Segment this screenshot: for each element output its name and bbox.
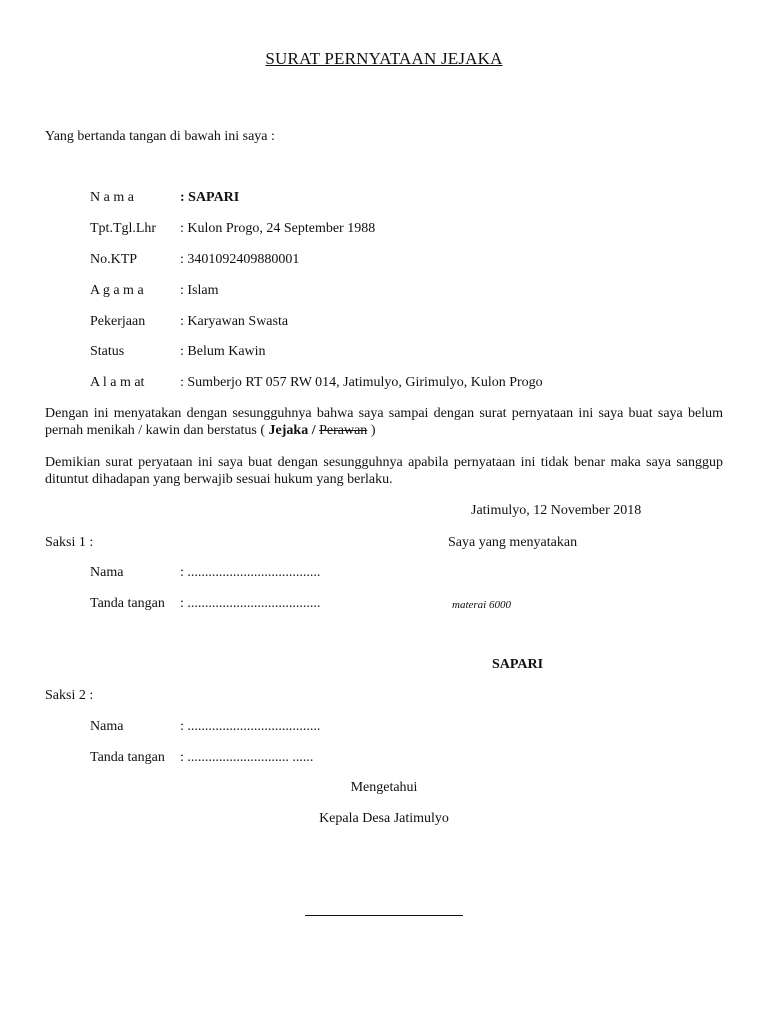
kepala-desa-signature-line [305, 915, 463, 916]
saksi2-nama-label: Nama [90, 719, 124, 734]
saksi2-heading: Saksi 2 : [45, 688, 94, 703]
field-label-ktp: No.KTP [90, 252, 138, 267]
mengetahui-label: Mengetahui [350, 780, 418, 795]
field-label-pekerjaan: Pekerjaan [90, 314, 146, 329]
status-jejaka: Jejaka / [268, 423, 316, 438]
place-date: Jatimulyo, 12 November 2018 [471, 503, 642, 518]
document-title: SURAT PERNYATAAN JEJAKA [265, 49, 503, 68]
saksi2-ttd-label: Tanda tangan [90, 750, 165, 765]
field-label-status: Status [90, 344, 125, 359]
field-label-alamat: A l a m at [90, 375, 145, 390]
intro-text: Yang bertanda tangan di bawah ini saya : [45, 129, 275, 144]
field-value-ttl: : Kulon Progo, 24 September 1988 [180, 221, 376, 236]
closing-paragraph: Demikian surat peryataan ini saya buat dengan sesungguhnya apabila pernyataan ini tidak benar maka saya sanggup dituntut dihadapan yang berwajib sesuai hukum yang berlaku. [45, 455, 723, 487]
field-value-agama: : Islam [180, 283, 219, 298]
status-perawan-struck: Perawan [319, 423, 368, 438]
kepala-desa-label: Kepala Desa Jatimulyo [319, 811, 449, 826]
field-label-ttl: Tpt.Tgl.Lhr [90, 221, 157, 236]
declarant-name: SAPARI [492, 657, 544, 672]
saksi2-nama-value: : ...................................... [180, 719, 321, 734]
statement-close: ) [370, 423, 376, 438]
statement-text: Dengan ini menyatakan dengan sesungguhnya bahwa saya sampai dengan surat pernyataan ini saya buat saya belum pernah menikah / kawin dan berstatus ( [45, 406, 723, 438]
field-value-status: : Belum Kawin [180, 344, 266, 359]
field-value-nama: : SAPARI [180, 190, 240, 205]
saksi2-ttd-value: : ............................. ...... [180, 750, 314, 765]
declarant-heading: Saya yang menyatakan [448, 535, 578, 550]
field-value-alamat: : Sumberjo RT 057 RW 014, Jatimulyo, Girimulyo, Kulon Progo [180, 375, 543, 390]
field-label-agama: A g a m a [90, 283, 144, 298]
field-label-nama: N a m a [90, 190, 134, 205]
saksi1-ttd-label: Tanda tangan [90, 596, 165, 611]
field-value-ktp: : 3401092409880001 [180, 252, 300, 267]
statement-paragraph [45, 405, 723, 439]
field-value-pekerjaan: : Karyawan Swasta [180, 314, 289, 329]
saksi1-ttd-value: : ...................................... [180, 596, 321, 611]
saksi1-heading: Saksi 1 : [45, 535, 94, 550]
materai-stamp-note: materai 6000 [452, 599, 511, 611]
saksi1-nama-value: : ...................................... [180, 565, 321, 580]
saksi1-nama-label: Nama [90, 565, 124, 580]
